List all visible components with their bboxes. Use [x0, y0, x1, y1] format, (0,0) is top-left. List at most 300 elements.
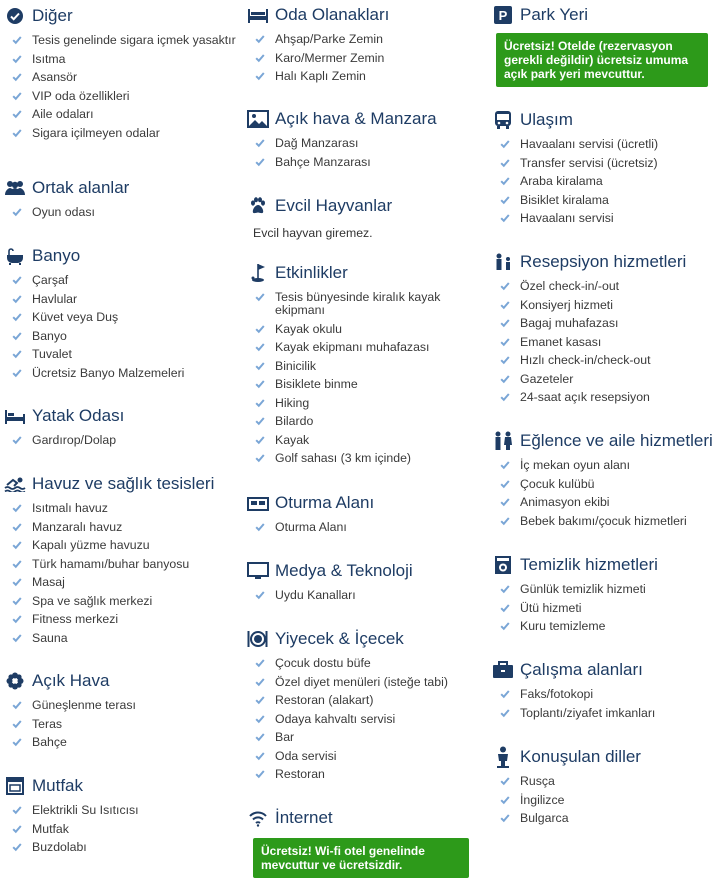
section-yatak-odasi [4, 402, 236, 453]
checkmark-icon [12, 596, 22, 606]
list-item [247, 731, 479, 744]
list-item-label: Dağ Manzarası [275, 136, 359, 150]
list-item [247, 768, 479, 781]
list-item [492, 496, 712, 509]
checkmark-icon [12, 614, 22, 624]
list-item-label: Masaj [32, 575, 65, 589]
section-title: Oda Olanakları [275, 5, 390, 24]
plate-icon [247, 628, 269, 650]
checkmark-icon [255, 714, 265, 724]
section-title: Diğer [32, 6, 73, 25]
checkmark-icon [500, 318, 510, 328]
checkmark-icon [12, 128, 22, 138]
list-item [4, 127, 236, 140]
checkmark-icon [255, 435, 265, 445]
list-item-label: VIP oda özellikleri [32, 88, 130, 103]
section-yiyecek [247, 625, 479, 787]
list-item [4, 90, 236, 103]
feature-list [4, 274, 236, 380]
section-title: Açık Hava [32, 671, 110, 690]
badge-strong: Ücretsiz! [261, 844, 312, 858]
checkmark-icon [255, 71, 265, 81]
list-item-label: Aile odaları [32, 107, 94, 121]
list-item-label: Tesis genelinde sigara içmek yasaktır [32, 33, 236, 47]
checkmark-icon [500, 460, 510, 470]
list-item-label: Animasyon ekibi [520, 495, 610, 509]
list-item [4, 502, 236, 515]
list-item [247, 434, 479, 447]
checkmark-icon [500, 176, 510, 186]
checkmark-icon [12, 540, 22, 550]
section-mutfak [4, 772, 236, 860]
badge-strong: Ücretsiz! [504, 39, 555, 53]
list-item [4, 699, 236, 712]
checkmark-icon [255, 138, 265, 148]
feature-list [4, 34, 236, 140]
section-temizlik [492, 551, 712, 639]
section-title: Eğlence ve aile hizmetleri [520, 431, 713, 450]
list-item-label: Güneşlenme terası [32, 698, 136, 712]
list-item [247, 323, 479, 336]
section-title: Açık hava & Manzara [275, 109, 437, 128]
bathtub-icon [4, 245, 26, 267]
list-item [4, 311, 236, 324]
section-diller [492, 743, 712, 831]
list-item [4, 539, 236, 552]
list-item [492, 391, 712, 404]
list-item-label: Hiking [275, 395, 310, 410]
section-title: Konuşulan diller [520, 747, 641, 766]
section-title: İnternet [275, 808, 333, 827]
list-item-label: Oyun odası [32, 205, 95, 219]
list-item-label: Havaalanı servisi [520, 211, 614, 225]
list-item-label: Ücretsiz Banyo Malzemeleri [32, 365, 185, 380]
feature-list [492, 583, 712, 633]
checkmark-icon [500, 337, 510, 347]
parking-icon [492, 4, 514, 26]
cleaning-icon [492, 554, 514, 576]
checkmark-icon [12, 54, 22, 64]
bed-icon [4, 405, 26, 427]
list-item-label: 24-saat açık resepsiyon [520, 390, 650, 404]
internet-badge [253, 838, 469, 878]
list-item-label: Bisiklete binme [275, 377, 358, 391]
list-item [4, 841, 236, 854]
checkmark-icon [255, 398, 265, 408]
list-item-label: Oturma Alanı [275, 520, 347, 534]
list-item [247, 452, 479, 465]
list-item-label: Mutfak [32, 821, 69, 836]
list-item-label: Teras [32, 716, 63, 731]
section-resepsiyon [492, 248, 712, 410]
list-item [4, 736, 236, 749]
section-havuz [4, 470, 236, 650]
list-item [247, 137, 479, 150]
checkmark-icon [12, 522, 22, 532]
list-item [247, 657, 479, 670]
list-item-label: Transfer servisi (ücretsiz) [520, 155, 658, 170]
feature-list [492, 459, 712, 528]
list-item [4, 293, 236, 306]
checkmark-icon [500, 139, 510, 149]
checkmark-icon [255, 342, 265, 352]
checkmark-icon [255, 590, 265, 600]
checkmark-icon [12, 737, 22, 747]
list-item-label: Tesis bünyesinde kiralık kayak ekipmanı [275, 290, 441, 317]
list-item [247, 415, 479, 428]
list-item [492, 707, 712, 720]
feature-list [247, 137, 479, 169]
list-item-label: Çarşaf [32, 273, 69, 287]
checkmark-icon [12, 842, 22, 852]
list-item-label: Araba kiralama [520, 174, 603, 188]
checkmark-icon [255, 416, 265, 426]
list-item-label: Sigara içilmeyen odalar [32, 125, 160, 140]
list-item [492, 280, 712, 293]
checkmark-icon [12, 719, 22, 729]
golf-icon [247, 262, 269, 284]
section-title: Ulaşım [520, 110, 573, 129]
feature-list [247, 657, 479, 781]
list-item [492, 212, 712, 225]
list-item-label: İngilizce [520, 792, 565, 807]
list-item-label: İç mekan oyun alanı [520, 458, 631, 472]
list-item-label: Havaalanı servisi (ücretli) [520, 137, 659, 151]
list-item-label: Bar [275, 730, 295, 744]
checkmark-icon [255, 769, 265, 779]
list-item [247, 750, 479, 763]
reception-icon [492, 251, 514, 273]
list-item [247, 156, 479, 169]
section-title: Çalışma alanları [520, 660, 643, 679]
list-item [247, 360, 479, 373]
feature-list [247, 33, 479, 83]
checkmark-icon [12, 559, 22, 569]
list-item-label: Bagaj muhafazası [520, 316, 619, 330]
section-diger [4, 2, 236, 145]
checkmark-icon [255, 732, 265, 742]
checkmark-icon [255, 751, 265, 761]
list-item-label: Tuvalet [32, 347, 72, 361]
list-item [492, 317, 712, 330]
landscape-icon [247, 108, 269, 130]
feature-list [247, 589, 479, 602]
feature-list [492, 775, 712, 825]
checkmark-icon [500, 195, 510, 205]
checkmark-icon [500, 374, 510, 384]
section-eglence [492, 427, 712, 533]
section-title: Evcil Hayvanlar [275, 196, 393, 215]
checkmark-icon [500, 708, 510, 718]
list-item-label: Elektrikli Su Isıtıcısı [32, 803, 139, 817]
list-item [247, 397, 479, 410]
list-item-label: Golf sahası (3 km içinde) [275, 451, 411, 465]
list-item-label: Hızlı check-in/check-out [520, 353, 651, 367]
list-item-label: Kayak [275, 432, 310, 447]
checkmark-icon [12, 577, 22, 587]
oven-icon [4, 775, 26, 797]
checkmark-icon [255, 324, 265, 334]
section-park [492, 1, 712, 87]
section-title: Ortak alanlar [32, 178, 130, 197]
list-item [4, 206, 236, 219]
list-item-label: Küvet veya Duş [32, 310, 119, 324]
checkmark-icon [500, 300, 510, 310]
people-icon [4, 177, 26, 199]
checkmark-icon [255, 292, 265, 302]
briefcase-icon [492, 659, 514, 681]
checkmark-icon [500, 621, 510, 631]
list-item-label: Kayak okulu [275, 321, 342, 336]
list-item [4, 558, 236, 571]
checkmark-icon [255, 53, 265, 63]
feature-list [4, 804, 236, 854]
checkmark-icon [12, 294, 22, 304]
badge-text: Otelde (rezervasyon gerekli değildir) ücretsiz umuma açık park yeri mevcuttur. [504, 39, 689, 81]
list-item [492, 478, 712, 491]
checkmark-icon [500, 213, 510, 223]
checkmark-icon [255, 379, 265, 389]
list-item [4, 576, 236, 589]
checkmark-icon [12, 349, 22, 359]
section-title: Oturma Alanı [275, 493, 375, 512]
swimmer-icon [4, 473, 26, 495]
checkmark-icon [500, 516, 510, 526]
section-etkinlikler [247, 259, 479, 471]
section-title: Mutfak [32, 776, 84, 795]
checkmark-icon [500, 355, 510, 365]
list-item-label: Özel diyet menüleri (isteğe tabi) [275, 674, 448, 689]
speaker-icon [492, 746, 514, 768]
checkmark-icon [12, 35, 22, 45]
section-oda-olanaklari [247, 1, 479, 89]
list-item [247, 70, 479, 83]
list-item-label: Konsiyerj hizmeti [520, 297, 613, 312]
pets-policy-text: Evcil hayvan giremez. [253, 226, 373, 240]
list-item [4, 613, 236, 626]
list-item-label: Bilardo [275, 414, 314, 428]
section-title: Resepsiyon hizmetleri [520, 252, 687, 271]
checkmark-icon [12, 72, 22, 82]
list-item [492, 299, 712, 312]
checkmark-icon [255, 157, 265, 167]
list-item [4, 348, 236, 361]
list-item-label: Ütü hizmeti [520, 600, 582, 615]
section-title: Yiyecek & İçecek [275, 629, 404, 648]
checkmark-icon [500, 689, 510, 699]
list-item-label: Kuru temizleme [520, 619, 606, 633]
list-item-label: Ahşap/Parke Zemin [275, 32, 383, 46]
list-item-label: Bahçe Manzarası [275, 154, 371, 169]
list-item [492, 515, 712, 528]
list-item-label: Uydu Kanalları [275, 588, 356, 602]
list-item [4, 521, 236, 534]
badge-text: Wi-fi otel genelinde mevcuttur ve ücretsizdir. [261, 844, 425, 872]
list-item-label: Odaya kahvaltı servisi [275, 711, 396, 726]
feature-list [247, 291, 479, 465]
list-item-label: Faks/fotokopi [520, 687, 594, 701]
list-item-label: Halı Kaplı Zemin [275, 69, 366, 83]
feature-list [4, 502, 236, 645]
list-item-label: Banyo [32, 328, 67, 343]
list-item [492, 336, 712, 349]
section-evcil [247, 192, 479, 240]
parking-badge [496, 33, 708, 87]
checkmark-icon [12, 824, 22, 834]
list-item-label: Bisiklet kiralama [520, 192, 609, 207]
section-internet [247, 804, 479, 878]
list-item [4, 367, 236, 380]
feature-list [492, 138, 712, 225]
list-item-label: Havlular [32, 291, 78, 306]
checkmark-icon [12, 331, 22, 341]
checkmark-icon [500, 281, 510, 291]
list-item [4, 274, 236, 287]
checkmark-icon [12, 109, 22, 119]
checkmark-icon [12, 368, 22, 378]
list-item-label: Restoran [275, 767, 325, 781]
checkmark-icon [500, 497, 510, 507]
checkmark-icon [500, 584, 510, 594]
list-item [492, 354, 712, 367]
checkmark-icon [255, 361, 265, 371]
list-item-label: Fitness merkezi [32, 612, 119, 626]
list-item-label: Gazeteler [520, 371, 574, 386]
list-item-label: Manzaralı havuz [32, 519, 123, 534]
checkmark-icon [500, 158, 510, 168]
list-item [4, 595, 236, 608]
list-item [492, 459, 712, 472]
checkmark-icon [500, 603, 510, 613]
list-item [247, 694, 479, 707]
feature-list [4, 699, 236, 749]
tv-icon [247, 560, 269, 582]
section-title: Temizlik hizmetleri [520, 555, 658, 574]
list-item-label: Toplantı/ziyafet imkanları [520, 705, 656, 720]
checkmark-icon [255, 658, 265, 668]
bus-icon [492, 109, 514, 131]
section-oturma [247, 489, 479, 540]
list-item [492, 138, 712, 151]
list-item [4, 804, 236, 817]
list-item-label: Spa ve sağlık merkezi [32, 593, 153, 608]
section-title: Medya & Teknoloji [275, 561, 413, 580]
section-ulasim [492, 106, 712, 231]
checkmark-icon [12, 633, 22, 643]
list-item [4, 823, 236, 836]
list-item [492, 775, 712, 788]
feature-list [492, 688, 712, 720]
checkmark-icon [12, 207, 22, 217]
section-ortak-alanlar [4, 174, 236, 225]
list-item-label: Asansör [32, 70, 78, 84]
list-item [4, 330, 236, 343]
checkmark-icon [255, 695, 265, 705]
list-item [492, 583, 712, 596]
list-item [4, 718, 236, 731]
list-item [4, 434, 236, 447]
section-title: Havuz ve sağlık tesisleri [32, 474, 215, 493]
list-item [492, 620, 712, 633]
list-item [247, 676, 479, 689]
list-item [4, 108, 236, 121]
checkmark-icon [12, 91, 22, 101]
list-item [492, 602, 712, 615]
svg-text:P: P [498, 8, 508, 23]
list-item [492, 175, 712, 188]
section-banyo [4, 242, 236, 385]
list-item [247, 589, 479, 602]
list-item [492, 373, 712, 386]
list-item-label: Rusça [520, 774, 555, 788]
section-title: Yatak Odası [32, 406, 125, 425]
checkmark-icon [500, 795, 510, 805]
section-title: Banyo [32, 246, 81, 265]
wifi-icon [247, 807, 269, 829]
paw-icon [247, 195, 269, 217]
list-item [492, 688, 712, 701]
list-item [247, 713, 479, 726]
checkmark-icon [12, 435, 22, 445]
list-item [247, 378, 479, 391]
list-item-label: Oda servisi [275, 748, 337, 763]
list-item-label: Emanet kasası [520, 334, 602, 349]
list-item [492, 812, 712, 825]
list-item-label: Buzdolabı [32, 840, 87, 854]
list-item [247, 52, 479, 65]
list-item-label: Kayak ekipmanı muhafazası [275, 340, 430, 354]
section-calisma [492, 656, 712, 725]
checkmark-icon [12, 503, 22, 513]
checkmark-icon [500, 813, 510, 823]
list-item-label: Karo/Mermer Zemin [275, 50, 385, 65]
list-item [4, 71, 236, 84]
list-item-label: Günlük temizlik hizmeti [520, 582, 646, 596]
list-item-label: Isıtma [32, 51, 66, 66]
checkmark-icon [255, 677, 265, 687]
flower-icon [4, 670, 26, 692]
checkmark-icon [12, 700, 22, 710]
list-item [247, 521, 479, 534]
checkmark-icon [255, 522, 265, 532]
list-item-label: Sauna [32, 630, 68, 645]
checkmark-icon [12, 312, 22, 322]
list-item [4, 632, 236, 645]
section-title: Etkinlikler [275, 263, 348, 282]
checkmark-icon [500, 392, 510, 402]
sofa-icon [247, 492, 269, 514]
list-item-label: Kapalı yüzme havuzu [32, 538, 150, 552]
list-item-label: Isıtmalı havuz [32, 501, 108, 515]
section-acik-hava [4, 667, 236, 755]
list-item-label: Gardırop/Dolap [32, 433, 117, 447]
list-item [247, 341, 479, 354]
list-item [492, 194, 712, 207]
check-circle-icon [4, 5, 26, 27]
feature-list [247, 521, 479, 534]
list-item [4, 53, 236, 66]
checkmark-icon [255, 453, 265, 463]
feature-list [4, 434, 236, 447]
feature-list [4, 206, 236, 219]
section-manzara [247, 105, 479, 174]
list-item-label: Çocuk kulübü [520, 476, 595, 491]
list-item-label: Bebek bakımı/çocuk hizmetleri [520, 513, 687, 528]
section-medya [247, 557, 479, 608]
checkmark-icon [500, 776, 510, 786]
section-title: Park Yeri [520, 5, 589, 24]
family-icon [492, 430, 514, 452]
